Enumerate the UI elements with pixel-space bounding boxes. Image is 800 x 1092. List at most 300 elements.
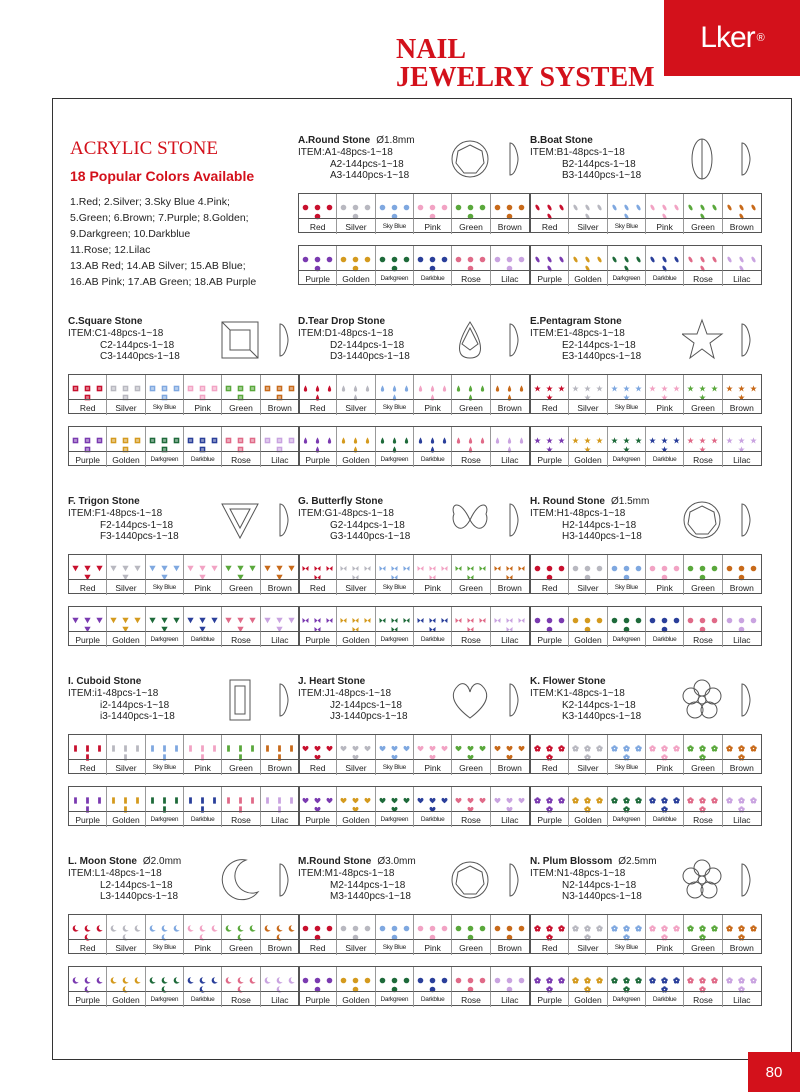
- stone-swatch: [403, 971, 410, 978]
- stone-swatch: [72, 611, 79, 618]
- product-item-code: ITEM:K1-48pcs-1~18: [530, 688, 625, 699]
- color-label: Lilac: [723, 811, 761, 827]
- stone-swatch: [623, 928, 630, 935]
- stone-swatch: [326, 198, 333, 205]
- color-label: Green: [452, 759, 490, 775]
- stone-swatch: [673, 379, 680, 386]
- stone-swatch: [455, 611, 462, 618]
- stone-swatch: [584, 559, 591, 566]
- stone-swatch: [199, 800, 206, 807]
- stone-swatch: [572, 971, 579, 978]
- stone-swatch: [199, 431, 206, 438]
- stone-swatch: [661, 971, 668, 978]
- color-swatch: [452, 427, 490, 451]
- stone-swatch: [596, 919, 603, 926]
- color-swatch: [608, 555, 646, 579]
- stone-swatch: [110, 431, 117, 438]
- stone-swatch: [379, 611, 386, 618]
- stone-swatch: [122, 388, 129, 395]
- round-stone-icon: [450, 137, 530, 181]
- stone-swatch: [673, 198, 680, 205]
- stone-swatch: [518, 198, 525, 205]
- stone-swatch: [276, 568, 283, 575]
- stone-swatch: [288, 379, 295, 386]
- stone-swatch: [711, 379, 718, 386]
- stone-swatch: [403, 611, 410, 618]
- stone-swatch: [352, 980, 359, 987]
- color-swatch-table: [530, 426, 762, 466]
- stone-swatch: [611, 379, 618, 386]
- stone-swatch: [738, 980, 745, 987]
- stone-swatch: [546, 207, 553, 214]
- color-label: Purple: [531, 270, 569, 286]
- color-label: Lilac: [261, 451, 299, 467]
- stone-swatch: [558, 919, 565, 926]
- stone-swatch: [429, 739, 436, 746]
- color-swatch-table: [298, 245, 530, 285]
- color-label: Red: [531, 939, 569, 955]
- stone-swatch: [726, 791, 733, 798]
- color-label: Pink: [646, 579, 684, 595]
- stone-swatch: [623, 620, 630, 627]
- color-swatch: [569, 375, 607, 399]
- color-swatch-table: [530, 606, 762, 646]
- color-swatch: [531, 607, 569, 631]
- stone-swatch: [391, 440, 398, 447]
- color-label: Pink: [184, 399, 222, 415]
- moon-stone-icon: [220, 858, 300, 902]
- color-swatch: [491, 375, 529, 399]
- stone-swatch: [276, 388, 283, 395]
- color-swatch: [376, 915, 414, 939]
- color-swatch: [723, 735, 761, 759]
- stone-swatch: [225, 611, 232, 618]
- color-label: Brown: [491, 218, 529, 234]
- color-label: Brown: [261, 399, 299, 415]
- stone-swatch: [326, 250, 333, 257]
- round-stone-icon: [450, 858, 530, 902]
- plum-blossom-icon: [682, 858, 762, 902]
- color-label: Pink: [414, 218, 452, 234]
- stone-swatch: [237, 568, 244, 575]
- stone-swatch: [429, 800, 436, 807]
- color-label: Purple: [299, 991, 337, 1007]
- color-label: Brown: [491, 939, 529, 955]
- color-swatch: [107, 375, 145, 399]
- color-label: Lilac: [491, 811, 529, 827]
- stone-swatch: [623, 791, 630, 798]
- stone-swatch: [506, 739, 513, 746]
- color-swatch: [414, 735, 452, 759]
- stone-swatch: [173, 611, 180, 618]
- product-block: [298, 135, 530, 295]
- stone-swatch: [738, 739, 745, 746]
- color-swatch: [452, 246, 490, 270]
- color-label: Silver: [569, 759, 607, 775]
- stone-swatch: [340, 971, 347, 978]
- stone-swatch: [699, 919, 706, 926]
- color-label: Golden: [569, 991, 607, 1007]
- color-swatch: [184, 555, 222, 579]
- product-item-code: H2-144pcs-1~18: [562, 519, 637, 531]
- stone-swatch: [687, 739, 694, 746]
- stone-swatch: [122, 620, 129, 627]
- color-label: Golden: [107, 631, 145, 647]
- stone-swatch: [249, 919, 256, 926]
- stone-swatch: [364, 919, 371, 926]
- stone-swatch: [264, 919, 271, 926]
- stone-swatch: [379, 739, 386, 746]
- stone-swatch: [237, 928, 244, 935]
- stone-swatch: [429, 250, 436, 257]
- stone-swatch: [546, 791, 553, 798]
- stone-swatch: [391, 250, 398, 257]
- stone-swatch: [199, 388, 206, 395]
- stone-swatch: [494, 739, 501, 746]
- stone-swatch: [276, 748, 283, 755]
- color-label: Green: [452, 579, 490, 595]
- stone-swatch: [558, 739, 565, 746]
- stone-swatch: [546, 748, 553, 755]
- stone-swatch: [314, 800, 321, 807]
- color-swatch: [684, 735, 722, 759]
- stone-swatch: [314, 748, 321, 755]
- color-swatch-table: [298, 374, 530, 414]
- stone-swatch: [572, 198, 579, 205]
- stone-swatch: [302, 379, 309, 386]
- stone-swatch: [479, 379, 486, 386]
- product-item-code: C2-144pcs-1~18: [100, 339, 175, 351]
- product-block: [530, 135, 762, 295]
- stone-swatch: [122, 739, 129, 746]
- color-swatch: [261, 555, 299, 579]
- color-swatch: [337, 555, 375, 579]
- color-label: Rose: [222, 991, 260, 1007]
- color-label: Rose: [222, 631, 260, 647]
- color-swatch: [414, 787, 452, 811]
- stone-swatch: [649, 559, 656, 566]
- stone-swatch: [479, 611, 486, 618]
- color-label: Golden: [107, 811, 145, 827]
- stone-swatch: [84, 971, 91, 978]
- color-label: Green: [222, 399, 260, 415]
- stone-swatch: [110, 791, 117, 798]
- stone-swatch: [84, 611, 91, 618]
- stone-swatch: [467, 259, 474, 266]
- color-swatch-table: [298, 426, 530, 466]
- stone-swatch: [699, 198, 706, 205]
- stone-swatch: [687, 250, 694, 257]
- header-line-2: JEWELRY SYSTEM: [396, 62, 655, 93]
- color-swatch: [107, 555, 145, 579]
- color-swatch: [69, 607, 107, 631]
- color-label: Lilac: [491, 991, 529, 1007]
- stone-swatch: [225, 791, 232, 798]
- stone-swatch: [506, 379, 513, 386]
- stone-swatch: [738, 611, 745, 618]
- color-label: Darkgreen: [608, 451, 646, 467]
- stone-swatch: [467, 919, 474, 926]
- color-label: Sky Blue: [608, 939, 646, 955]
- stone-swatch: [661, 919, 668, 926]
- stone-swatch: [506, 259, 513, 266]
- stone-swatch: [534, 379, 541, 386]
- stone-swatch: [379, 559, 386, 566]
- stone-swatch: [237, 379, 244, 386]
- product-item-code: E2-144pcs-1~18: [562, 339, 636, 351]
- stone-swatch: [96, 971, 103, 978]
- stone-swatch: [173, 971, 180, 978]
- color-label: Darkgreen: [376, 631, 414, 647]
- stone-swatch: [623, 971, 630, 978]
- stone-swatch: [546, 259, 553, 266]
- stone-swatch: [276, 971, 283, 978]
- stone-swatch: [673, 791, 680, 798]
- stone-swatch: [611, 611, 618, 618]
- stone-swatch: [518, 431, 525, 438]
- stone-swatch: [506, 388, 513, 395]
- stone-swatch: [302, 739, 309, 746]
- stone-swatch: [649, 791, 656, 798]
- color-label: Rose: [684, 811, 722, 827]
- color-swatch: [491, 194, 529, 218]
- stone-swatch: [352, 928, 359, 935]
- stone-swatch: [84, 440, 91, 447]
- stone-swatch: [467, 620, 474, 627]
- stone-swatch: [429, 928, 436, 935]
- stone-swatch: [596, 379, 603, 386]
- stone-swatch: [352, 568, 359, 575]
- stone-swatch: [455, 739, 462, 746]
- stone-swatch: [467, 388, 474, 395]
- color-label: Sky Blue: [608, 399, 646, 415]
- stone-swatch: [149, 919, 156, 926]
- color-swatch-table: [298, 193, 530, 233]
- intro-line: 9.Darkgreen; 10.Darkblue: [70, 228, 191, 240]
- stone-swatch: [264, 791, 271, 798]
- stone-swatch: [199, 611, 206, 618]
- stone-swatch: [687, 431, 694, 438]
- color-label: Darkgreen: [376, 270, 414, 286]
- stone-swatch: [187, 739, 194, 746]
- color-swatch-table: [530, 245, 762, 285]
- color-swatch: [723, 246, 761, 270]
- color-label: Brown: [261, 759, 299, 775]
- stone-swatch: [249, 739, 256, 746]
- color-label: Red: [531, 759, 569, 775]
- stone-swatch: [467, 568, 474, 575]
- color-label: Pink: [184, 939, 222, 955]
- color-label: Rose: [684, 270, 722, 286]
- stone-swatch: [249, 971, 256, 978]
- stone-swatch: [199, 739, 206, 746]
- color-label: Darkblue: [414, 270, 452, 286]
- stone-swatch: [326, 611, 333, 618]
- color-swatch: [684, 194, 722, 218]
- product-block: [68, 496, 300, 656]
- color-swatch-table: [530, 786, 762, 826]
- color-label: Darkblue: [414, 451, 452, 467]
- stone-swatch: [699, 431, 706, 438]
- stone-swatch: [340, 919, 347, 926]
- color-swatch: [684, 787, 722, 811]
- product-name: J. Heart Stone: [298, 676, 366, 687]
- color-swatch: [261, 735, 299, 759]
- stone-swatch: [506, 791, 513, 798]
- stone-swatch: [623, 379, 630, 386]
- stone-swatch: [352, 431, 359, 438]
- color-swatch-table: [530, 966, 762, 1006]
- stone-swatch: [391, 568, 398, 575]
- stone-swatch: [518, 611, 525, 618]
- stone-swatch: [429, 388, 436, 395]
- stone-swatch: [403, 791, 410, 798]
- color-swatch: [452, 375, 490, 399]
- color-label: Purple: [531, 991, 569, 1007]
- color-label: Silver: [569, 579, 607, 595]
- stone-swatch: [558, 250, 565, 257]
- color-swatch: [107, 607, 145, 631]
- stone-swatch: [276, 379, 283, 386]
- color-label: Darkgreen: [376, 451, 414, 467]
- stone-swatch: [711, 611, 718, 618]
- stone-swatch: [584, 198, 591, 205]
- stone-swatch: [417, 379, 424, 386]
- stone-swatch: [288, 431, 295, 438]
- color-swatch-table: [530, 734, 762, 774]
- stone-swatch: [122, 928, 129, 935]
- color-swatch: [376, 555, 414, 579]
- stone-swatch: [546, 739, 553, 746]
- stone-swatch: [149, 739, 156, 746]
- color-swatch: [608, 915, 646, 939]
- stone-swatch: [635, 559, 642, 566]
- color-swatch: [146, 427, 184, 451]
- stone-swatch: [726, 250, 733, 257]
- color-swatch: [69, 915, 107, 939]
- butterfly-stone-icon: [450, 498, 530, 542]
- color-swatch: [184, 735, 222, 759]
- color-swatch-table: [530, 193, 762, 233]
- color-label: Green: [222, 939, 260, 955]
- color-swatch: [684, 967, 722, 991]
- stone-swatch: [122, 440, 129, 447]
- color-swatch: [646, 735, 684, 759]
- color-label: Darkblue: [646, 991, 684, 1007]
- stone-swatch: [699, 611, 706, 618]
- stone-swatch: [649, 198, 656, 205]
- color-swatch: [569, 607, 607, 631]
- stone-swatch: [391, 620, 398, 627]
- stone-swatch: [352, 259, 359, 266]
- stone-swatch: [467, 379, 474, 386]
- stone-swatch: [546, 559, 553, 566]
- stone-swatch: [314, 980, 321, 987]
- stone-swatch: [314, 250, 321, 257]
- stone-swatch: [455, 971, 462, 978]
- color-label: Red: [69, 939, 107, 955]
- color-swatch: [261, 915, 299, 939]
- stone-swatch: [199, 568, 206, 575]
- stone-swatch: [649, 739, 656, 746]
- color-label: Darkblue: [646, 451, 684, 467]
- product-name: G. Butterfly Stone: [298, 496, 384, 507]
- color-label: Green: [452, 399, 490, 415]
- color-label: Sky Blue: [376, 218, 414, 234]
- color-label: Silver: [337, 759, 375, 775]
- color-label: Purple: [531, 631, 569, 647]
- stone-swatch: [661, 800, 668, 807]
- color-label: Pink: [646, 939, 684, 955]
- stone-swatch: [429, 559, 436, 566]
- product-item-code: F3-1440pcs-1~18: [100, 531, 179, 542]
- stone-swatch: [518, 250, 525, 257]
- stone-swatch: [429, 198, 436, 205]
- color-label: Silver: [107, 939, 145, 955]
- stone-swatch: [506, 431, 513, 438]
- stone-swatch: [391, 791, 398, 798]
- stone-swatch: [403, 739, 410, 746]
- intro-panel: [70, 138, 290, 290]
- color-label: Lilac: [261, 991, 299, 1007]
- color-swatch: [299, 555, 337, 579]
- color-label: Darkgreen: [608, 631, 646, 647]
- color-swatch: [299, 915, 337, 939]
- stone-swatch: [211, 739, 218, 746]
- pentagram-stone-icon: [682, 318, 762, 362]
- color-label: Lilac: [723, 451, 761, 467]
- color-swatch: [608, 787, 646, 811]
- stone-swatch: [199, 791, 206, 798]
- color-swatch: [261, 427, 299, 451]
- stone-swatch: [326, 431, 333, 438]
- stone-swatch: [572, 791, 579, 798]
- stone-swatch: [546, 980, 553, 987]
- stone-swatch: [429, 611, 436, 618]
- stone-swatch: [455, 559, 462, 566]
- color-swatch: [569, 427, 607, 451]
- product-block: [68, 676, 300, 836]
- product-item-code: J2-144pcs-1~18: [330, 699, 402, 711]
- stone-swatch: [699, 250, 706, 257]
- stone-swatch: [429, 748, 436, 755]
- stone-swatch: [584, 388, 591, 395]
- stone-swatch: [534, 791, 541, 798]
- stone-swatch: [699, 568, 706, 575]
- color-swatch: [646, 967, 684, 991]
- stone-swatch: [429, 568, 436, 575]
- stone-swatch: [302, 198, 309, 205]
- stone-swatch: [558, 791, 565, 798]
- stone-swatch: [302, 919, 309, 926]
- color-label: Darkgreen: [608, 270, 646, 286]
- color-label: Red: [299, 939, 337, 955]
- stone-swatch: [249, 791, 256, 798]
- stone-swatch: [429, 440, 436, 447]
- color-swatch: [414, 967, 452, 991]
- intro-subtitle: 18 Popular Colors Available: [70, 168, 255, 184]
- color-label: Silver: [337, 939, 375, 955]
- color-label: Darkblue: [414, 811, 452, 827]
- color-swatch-table: [68, 786, 300, 826]
- stone-swatch: [352, 198, 359, 205]
- stone-swatch: [661, 259, 668, 266]
- stone-swatch: [391, 980, 398, 987]
- product-name: H. Round Stone Ø1.5mm: [530, 496, 650, 507]
- stone-swatch: [726, 379, 733, 386]
- stone-swatch: [584, 431, 591, 438]
- color-swatch-table: [68, 734, 300, 774]
